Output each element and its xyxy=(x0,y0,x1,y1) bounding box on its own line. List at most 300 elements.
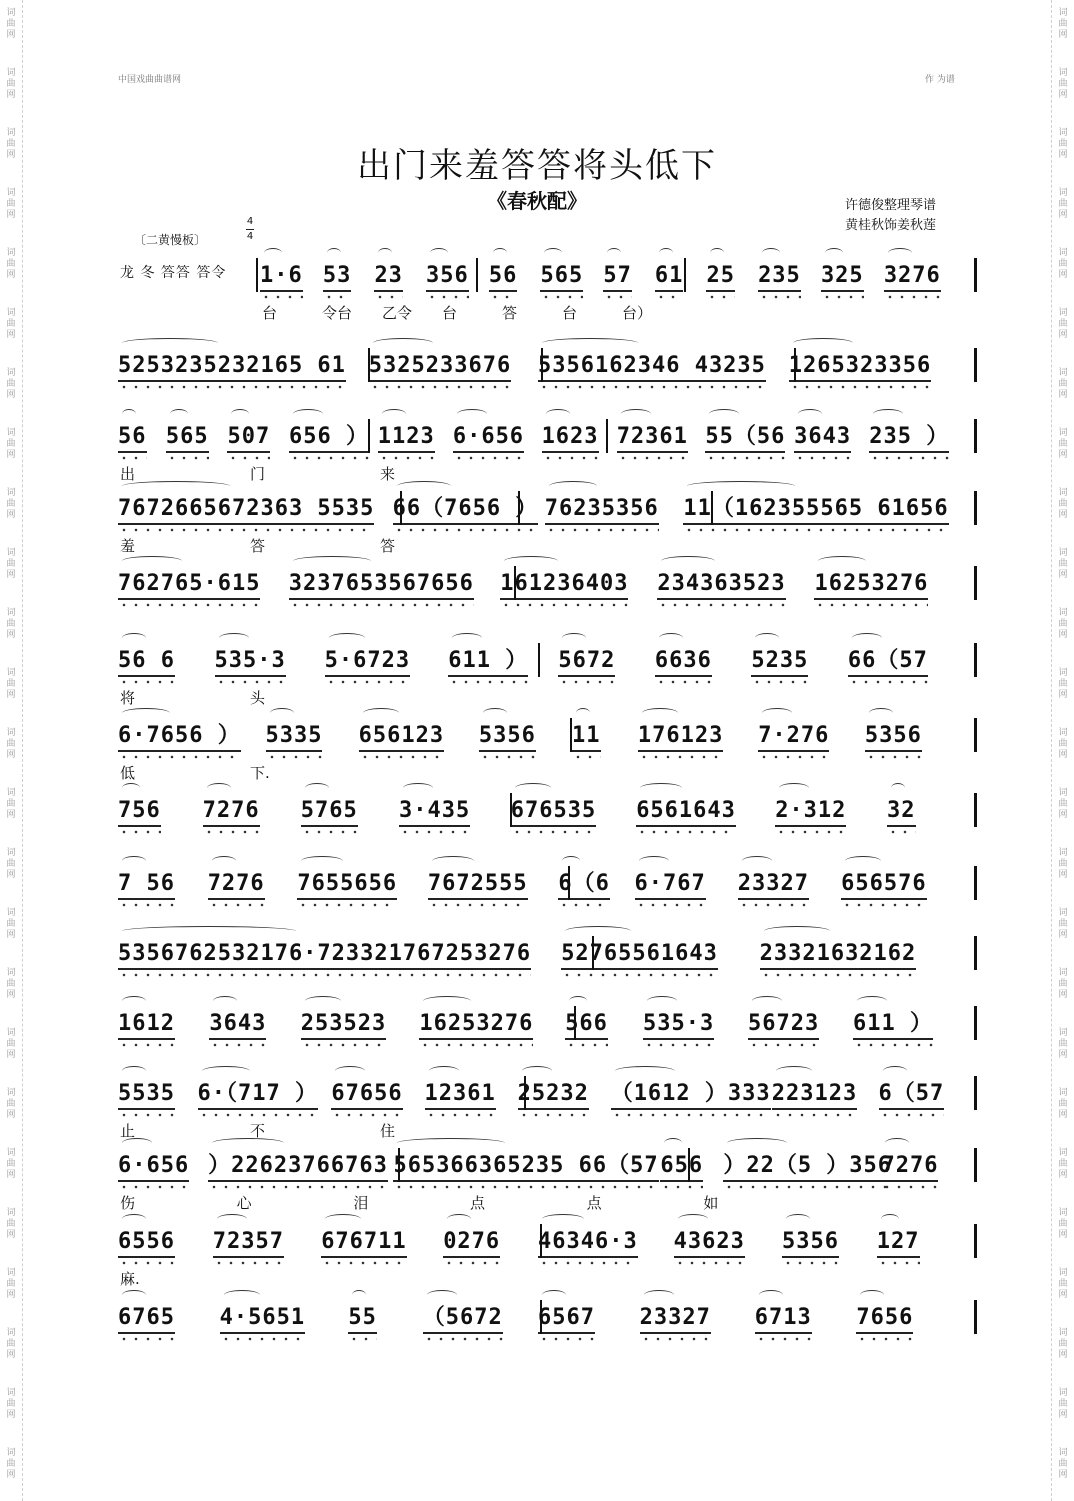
slur-mark xyxy=(122,856,146,866)
watermark-char: 曲 xyxy=(6,259,16,269)
slur-mark xyxy=(639,856,669,866)
note-group: 235 ） xyxy=(869,423,949,453)
slur-mark xyxy=(779,783,809,793)
watermark-char: 网 xyxy=(1058,510,1068,520)
watermark-char: 网 xyxy=(1058,210,1068,220)
octave-dots xyxy=(301,1043,386,1047)
slur-mark xyxy=(762,708,792,718)
note-group: 7·276 xyxy=(758,722,829,752)
slur-mark xyxy=(293,556,371,566)
watermark-char: 词 xyxy=(1058,1208,1068,1218)
note-group: 656 xyxy=(660,1152,703,1182)
lyric-syllable: 台 xyxy=(442,304,458,322)
watermark-char: 曲 xyxy=(1058,559,1068,569)
barline xyxy=(974,1224,977,1258)
barline xyxy=(514,566,516,600)
barline xyxy=(400,491,402,525)
watermark-char: 曲 xyxy=(6,1399,16,1409)
slur-mark xyxy=(430,248,448,258)
note-group: ）22（5 ）356 xyxy=(723,1152,892,1182)
lyric-syllable: 羞 xyxy=(120,537,136,555)
watermark-char: 网 xyxy=(1058,150,1068,160)
barline xyxy=(974,936,977,970)
note-group: 356 xyxy=(426,262,469,292)
barline xyxy=(974,643,977,677)
watermark-char: 网 xyxy=(1058,690,1068,700)
barline xyxy=(510,793,512,827)
watermark-char: 曲 xyxy=(1058,859,1068,869)
watermark-char: 词 xyxy=(6,968,16,978)
watermark-text xyxy=(1054,308,1072,341)
slur-mark xyxy=(231,409,249,419)
watermark-char: 词 xyxy=(6,128,16,138)
octave-dots xyxy=(443,1261,500,1265)
slur-mark xyxy=(727,1138,787,1148)
watermark-text xyxy=(2,668,20,701)
lyric-syllable: 令台 xyxy=(322,304,353,322)
watermark-char: 网 xyxy=(6,450,16,460)
watermark-char: 曲 xyxy=(1058,1219,1068,1229)
octave-dots xyxy=(660,1185,703,1189)
watermark-text xyxy=(2,1388,20,1421)
notation-line xyxy=(118,352,976,382)
watermark-char: 曲 xyxy=(6,1099,16,1109)
slur-mark xyxy=(493,248,507,258)
octave-dots xyxy=(118,680,175,684)
note-group: 6636 xyxy=(655,647,712,677)
barline xyxy=(684,258,686,292)
watermark-char: 词 xyxy=(6,668,16,678)
slur-mark xyxy=(793,338,853,348)
watermark-char: 词 xyxy=(1058,128,1068,138)
watermark-text xyxy=(1054,428,1072,461)
note-group: ）22623766763 xyxy=(208,1152,388,1182)
octave-dots xyxy=(297,903,397,907)
watermark-char: 词 xyxy=(6,188,16,198)
note-group: 72361 xyxy=(617,423,688,453)
watermark-text xyxy=(1054,548,1072,581)
watermark-text xyxy=(1054,368,1072,401)
watermark-char: 词 xyxy=(6,1268,16,1278)
octave-dots xyxy=(378,456,435,460)
note-group: 16253276 xyxy=(814,570,928,600)
watermark-char: 网 xyxy=(1058,1290,1068,1300)
lyric-syllable: 低 xyxy=(120,764,136,782)
note-group: 6·767 xyxy=(635,870,706,900)
watermark-text xyxy=(1054,668,1072,701)
slur-mark xyxy=(213,996,237,1006)
watermark-text xyxy=(2,968,20,1001)
octave-dots xyxy=(289,456,369,460)
slur-mark xyxy=(644,1290,674,1300)
octave-dots xyxy=(538,385,766,389)
watermark-text xyxy=(2,308,20,341)
octave-dots xyxy=(558,680,615,684)
slur-mark xyxy=(687,481,795,491)
octave-dots xyxy=(374,295,403,299)
watermark-char: 网 xyxy=(1058,30,1068,40)
slur-mark xyxy=(224,1290,260,1300)
watermark-char: 词 xyxy=(6,1088,16,1098)
octave-dots xyxy=(393,1185,658,1189)
watermark-text xyxy=(2,368,20,401)
octave-dots xyxy=(640,1337,711,1341)
watermark-text xyxy=(1054,728,1072,761)
octave-dots xyxy=(542,456,599,460)
octave-dots xyxy=(821,295,864,299)
lyric-syllable: 泪 xyxy=(353,1194,369,1212)
octave-dots xyxy=(772,1113,857,1117)
slur-mark xyxy=(397,1138,505,1148)
watermark-char: 曲 xyxy=(6,1219,16,1229)
slur-mark xyxy=(515,783,551,793)
watermark-char: 词 xyxy=(1058,1448,1068,1458)
watermark-char: 网 xyxy=(6,630,16,640)
octave-dots xyxy=(572,755,601,759)
slur-mark xyxy=(122,409,136,419)
watermark-char: 词 xyxy=(1058,1148,1068,1158)
watermark-char: 网 xyxy=(6,150,16,160)
slur-mark xyxy=(305,783,329,793)
note-group: 3643 xyxy=(794,423,851,453)
lyric-syllable: 门 xyxy=(250,465,266,483)
watermark-char: 曲 xyxy=(6,619,16,629)
slur-mark xyxy=(327,248,341,258)
octave-dots xyxy=(841,903,926,907)
watermark-char: 词 xyxy=(6,1328,16,1338)
notation-line xyxy=(118,870,976,900)
watermark-char: 网 xyxy=(6,1050,16,1060)
watermark-text xyxy=(2,248,20,281)
watermark-text xyxy=(1054,908,1072,941)
watermark-text xyxy=(1054,1028,1072,1061)
note-group: 55（56 xyxy=(705,423,785,453)
watermark-char: 曲 xyxy=(6,379,16,389)
octave-dots xyxy=(879,1113,945,1117)
watermark-text xyxy=(1054,788,1072,821)
octave-dots xyxy=(118,973,531,977)
slur-mark xyxy=(335,1066,365,1076)
watermark-char: 词 xyxy=(6,1148,16,1158)
watermark-text xyxy=(1054,1088,1072,1121)
note-group: 5356 xyxy=(782,1228,839,1258)
note-group: 6（57 xyxy=(879,1080,945,1110)
note-group: 762765·615 xyxy=(118,570,260,600)
note-group: 7655656 xyxy=(297,870,397,900)
watermark-text xyxy=(1054,608,1072,641)
octave-dots xyxy=(500,603,628,607)
octave-dots xyxy=(213,1261,284,1265)
lyric-syllable: 下. xyxy=(250,764,270,782)
octave-dots xyxy=(419,1043,533,1047)
watermark-text xyxy=(1054,968,1072,1001)
note-group: 6·（717 ） xyxy=(198,1080,318,1110)
note-group: 23 xyxy=(374,262,403,292)
octave-dots xyxy=(603,295,632,299)
notation-line xyxy=(118,1010,976,1040)
note-group: 6561643 xyxy=(636,797,736,827)
watermark-char: 网 xyxy=(6,90,16,100)
note-group: 5325233676 xyxy=(369,352,511,382)
octave-dots xyxy=(638,755,723,759)
barline xyxy=(398,1148,400,1182)
watermark-char: 网 xyxy=(1058,270,1068,280)
watermark-char: 曲 xyxy=(1058,439,1068,449)
lyric-syllable: 头 xyxy=(250,689,266,707)
octave-dots xyxy=(705,456,785,460)
left-watermark-column xyxy=(0,0,23,1501)
watermark-text xyxy=(1054,1448,1072,1481)
note-group: 325 xyxy=(821,262,864,292)
octave-dots xyxy=(643,1043,714,1047)
octave-dots xyxy=(323,295,352,299)
slur-mark xyxy=(891,783,905,793)
slur-mark xyxy=(352,1290,366,1300)
note-group: 76235356 xyxy=(545,495,659,525)
slur-mark xyxy=(122,1066,146,1076)
note-group: 23321632162 xyxy=(760,940,917,970)
tempo-marking: 〔二黄慢板〕 xyxy=(134,233,207,247)
octave-dots xyxy=(260,295,303,299)
watermark-text xyxy=(2,428,20,461)
note-group: 56 xyxy=(489,262,518,292)
note-group: 1612 xyxy=(118,1010,175,1040)
octave-dots xyxy=(118,1337,175,1341)
watermark-char: 词 xyxy=(6,488,16,498)
watermark-char: 词 xyxy=(1058,188,1068,198)
octave-dots xyxy=(209,1043,266,1047)
note-group: 2·312 xyxy=(775,797,846,827)
octave-dots xyxy=(208,1185,388,1189)
slur-mark xyxy=(329,633,365,643)
slur-mark xyxy=(888,248,912,258)
watermark-char: 网 xyxy=(6,330,16,340)
watermark-char: 词 xyxy=(6,1208,16,1218)
note-group: 16253276 xyxy=(419,1010,533,1040)
watermark-char: 曲 xyxy=(1058,619,1068,629)
watermark-char: 网 xyxy=(6,690,16,700)
watermark-char: 词 xyxy=(1058,1028,1068,1038)
barline xyxy=(540,1224,542,1258)
watermark-char: 曲 xyxy=(1058,1099,1068,1109)
watermark-char: 词 xyxy=(1058,1268,1068,1278)
note-group: 5·6723 xyxy=(325,647,410,677)
watermark-char: 网 xyxy=(1058,570,1068,580)
slur-mark xyxy=(752,996,782,1006)
watermark-char: 曲 xyxy=(6,979,16,989)
watermark-text xyxy=(2,848,20,881)
watermark-char: 曲 xyxy=(1058,919,1068,929)
note-group: 676535 xyxy=(511,797,596,827)
note-group: 56723 xyxy=(748,1010,819,1040)
watermark-text xyxy=(2,548,20,581)
barline xyxy=(974,491,977,525)
notation-line xyxy=(118,1152,976,1182)
lyric-syllable: 来 xyxy=(380,465,396,483)
slur-mark xyxy=(661,556,715,566)
octave-dots xyxy=(118,385,346,389)
watermark-char: 曲 xyxy=(1058,499,1068,509)
watermark-char: 曲 xyxy=(1058,199,1068,209)
slur-mark xyxy=(504,556,558,566)
watermark-char: 词 xyxy=(6,788,16,798)
slur-mark xyxy=(170,409,188,419)
watermark-text xyxy=(2,1328,20,1361)
octave-dots xyxy=(782,1261,839,1265)
octave-dots xyxy=(489,295,518,299)
octave-dots xyxy=(545,528,659,532)
slur-mark xyxy=(818,556,866,566)
watermark-char: 曲 xyxy=(1058,739,1068,749)
lyric-syllable: 麻. xyxy=(120,1270,140,1288)
octave-dots xyxy=(426,295,469,299)
watermark-char: 网 xyxy=(1058,1350,1068,1360)
barline xyxy=(974,566,977,600)
watermark-text xyxy=(1054,848,1072,881)
note-group: 535·3 xyxy=(215,647,286,677)
lyric-syllable: 止 xyxy=(120,1122,136,1140)
octave-dots xyxy=(331,1113,402,1117)
watermark-char: 曲 xyxy=(6,319,16,329)
slur-mark xyxy=(122,481,230,491)
slur-mark xyxy=(659,633,683,643)
slur-mark xyxy=(576,708,590,718)
watermark-char: 词 xyxy=(6,848,16,858)
slur-mark xyxy=(762,248,780,258)
octave-dots xyxy=(118,830,161,834)
watermark-char: 曲 xyxy=(1058,259,1068,269)
meter-top: 4 xyxy=(246,216,254,227)
note-group: 5253235232165 61 xyxy=(118,352,346,382)
slur-mark xyxy=(122,783,140,793)
watermark-char: 曲 xyxy=(6,19,16,29)
watermark-char: 曲 xyxy=(1058,139,1068,149)
watermark-char: 词 xyxy=(6,1028,16,1038)
note-group: 3237653567656 xyxy=(289,570,474,600)
watermark-text xyxy=(1054,248,1072,281)
watermark-char: 网 xyxy=(1058,870,1068,880)
watermark-char: 网 xyxy=(6,870,16,880)
octave-dots xyxy=(611,1113,771,1117)
notation-line xyxy=(118,423,976,453)
slur-mark xyxy=(427,1290,457,1300)
lyric-syllable: 答 xyxy=(250,537,266,555)
opera-title: 《春秋配》 xyxy=(487,189,587,213)
barline xyxy=(974,258,977,292)
watermark-char: 曲 xyxy=(1058,1039,1068,1049)
watermark-char: 网 xyxy=(6,390,16,400)
octave-dots xyxy=(203,830,260,834)
note-group: （5672 xyxy=(423,1304,503,1334)
watermark-char: 曲 xyxy=(6,799,16,809)
barline xyxy=(688,1148,690,1182)
watermark-char: 网 xyxy=(1058,630,1068,640)
note-group: 6·7656 ） xyxy=(118,722,241,752)
notation-line xyxy=(118,1228,976,1258)
barline xyxy=(974,1148,977,1182)
watermark-text xyxy=(1054,1208,1072,1241)
slur-mark xyxy=(764,926,830,936)
watermark-text xyxy=(2,1268,20,1301)
intro-percussion: 龙 冬 答答 答令 xyxy=(120,265,227,281)
watermark-char: 词 xyxy=(1058,308,1068,318)
notation-line xyxy=(118,570,976,600)
watermark-text xyxy=(1054,488,1072,521)
octave-dots xyxy=(887,830,916,834)
slur-mark xyxy=(217,1214,247,1224)
slur-mark xyxy=(664,1138,682,1148)
watermark-char: 网 xyxy=(6,30,16,40)
slur-mark xyxy=(742,856,772,866)
lyric-syllable: 台 xyxy=(262,304,278,322)
octave-dots xyxy=(208,903,265,907)
note-group: 6（6 xyxy=(558,870,610,900)
watermark-char: 曲 xyxy=(1058,799,1068,809)
slur-mark xyxy=(452,633,482,643)
octave-dots xyxy=(359,755,444,759)
watermark-char: 网 xyxy=(1058,1410,1068,1420)
notation-line xyxy=(118,797,976,827)
notation-line xyxy=(118,262,976,292)
slur-mark xyxy=(759,1290,783,1300)
note-group: 656 ） xyxy=(289,423,369,453)
note-group: 253523 xyxy=(301,1010,386,1040)
lyric-syllable: 点 xyxy=(470,1194,486,1212)
octave-dots xyxy=(118,1185,189,1189)
note-group: 3276 xyxy=(884,262,941,292)
watermark-char: 网 xyxy=(6,1230,16,1240)
note-group: 25232 xyxy=(518,1080,589,1110)
watermark-char: 曲 xyxy=(6,1159,16,1169)
watermark-char: 网 xyxy=(1058,330,1068,340)
slur-mark xyxy=(423,996,471,1006)
note-group: 66（57 xyxy=(848,647,928,677)
barline xyxy=(574,1006,576,1040)
watermark-text xyxy=(1054,1148,1072,1181)
watermark-char: 网 xyxy=(6,1170,16,1180)
barline xyxy=(974,348,977,382)
slur-mark xyxy=(776,1066,812,1076)
note-group: 7276 xyxy=(203,797,260,827)
slur-mark xyxy=(825,248,843,258)
slur-mark xyxy=(659,248,673,258)
watermark-char: 词 xyxy=(6,1448,16,1458)
octave-dots xyxy=(118,1261,175,1265)
slur-mark xyxy=(457,409,487,419)
note-group: 56 6 xyxy=(118,647,175,677)
octave-dots xyxy=(775,830,846,834)
slur-mark xyxy=(798,409,822,419)
watermark-text xyxy=(2,1028,20,1061)
note-group: 611 ） xyxy=(853,1010,933,1040)
octave-dots xyxy=(869,456,949,460)
watermark-char: 曲 xyxy=(6,139,16,149)
watermark-char: 词 xyxy=(1058,1088,1068,1098)
lyric-syllable: 伤 xyxy=(120,1194,136,1212)
octave-dots xyxy=(479,755,536,759)
watermark-char: 网 xyxy=(1058,750,1068,760)
octave-dots xyxy=(794,456,851,460)
note-group: 43623 xyxy=(674,1228,745,1258)
watermark-char: 网 xyxy=(6,1410,16,1420)
octave-dots xyxy=(118,903,175,907)
octave-dots xyxy=(511,830,596,834)
octave-dots xyxy=(561,973,718,977)
lyric-syllable: 出 xyxy=(120,465,136,483)
slur-mark xyxy=(305,996,341,1006)
watermark-char: 网 xyxy=(6,990,16,1000)
lyric-syllable: 住 xyxy=(380,1122,396,1140)
